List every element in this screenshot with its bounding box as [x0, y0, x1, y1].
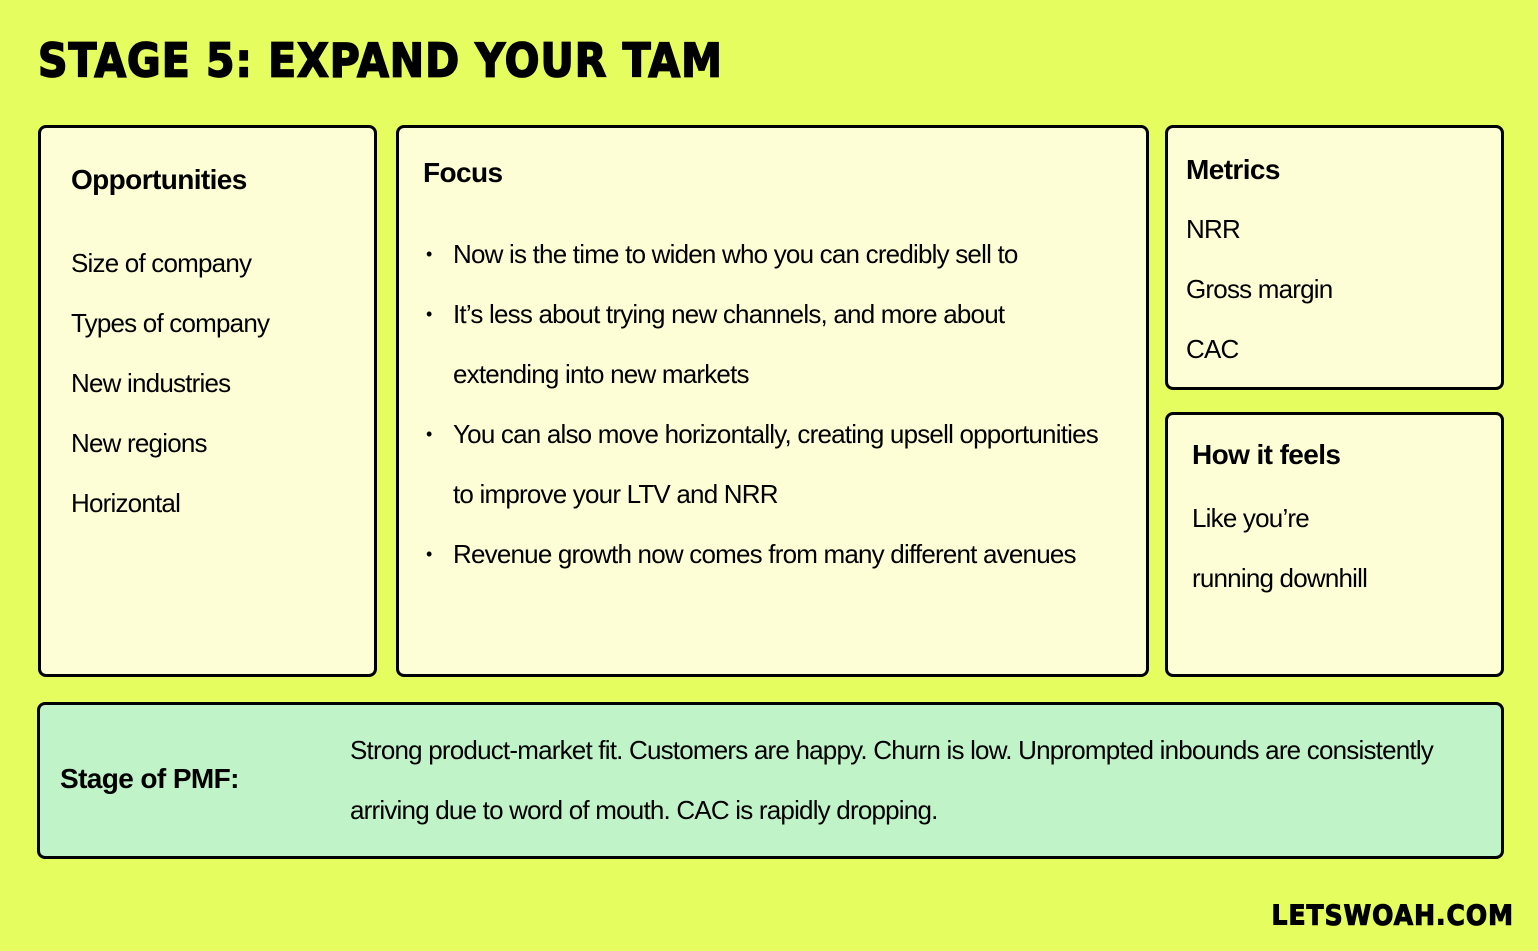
opportunities-card: [38, 125, 377, 677]
metrics-heading: Metrics: [1186, 154, 1280, 185]
how-it-feels-card: [1165, 412, 1504, 677]
bullet-dot: •: [426, 304, 433, 324]
focus-bullet-line: It’s less about trying new channels, and more about: [453, 299, 1005, 329]
focus-card: [396, 125, 1149, 677]
focus-bullet-line: Now is the time to widen who you can credibly sell to: [453, 239, 1018, 269]
how-it-feels-heading: How it feels: [1192, 439, 1341, 470]
opportunities-heading: Opportunities: [71, 164, 247, 195]
bullet-dot: •: [426, 544, 433, 564]
focus-bullet-line: to improve your LTV and NRR: [453, 479, 778, 509]
opportunity-item: Size of company: [71, 248, 252, 278]
pmf-description-line: arriving due to word of mouth. CAC is rapidly dropping.: [350, 795, 938, 825]
opportunity-item: New industries: [71, 368, 231, 398]
bullet-dot: •: [426, 244, 433, 264]
how-it-feels-line: Like you’re: [1192, 503, 1309, 533]
stage-of-pmf-card: [37, 702, 1504, 859]
pmf-label: Stage of PMF:: [60, 763, 239, 794]
metric-item: NRR: [1186, 214, 1240, 244]
bullet-dot: •: [426, 424, 433, 444]
focus-bullet-line: You can also move horizontally, creating upsell opportunities: [453, 419, 1098, 449]
page-title: STAGE 5: EXPAND YOUR TAM: [38, 34, 723, 88]
focus-bullet-line: extending into new markets: [453, 359, 749, 389]
pmf-description-line: Strong product-market fit. Customers are happy. Churn is low. Unprompted inbounds are consistently: [350, 735, 1434, 765]
focus-heading: Focus: [423, 157, 503, 188]
focus-bullet-line: Revenue growth now comes from many different avenues: [453, 539, 1076, 569]
metric-item: CAC: [1186, 334, 1239, 364]
opportunity-item: Horizontal: [71, 488, 181, 518]
metric-item: Gross margin: [1186, 274, 1333, 304]
opportunity-item: New regions: [71, 428, 207, 458]
opportunity-item: Types of company: [71, 308, 270, 338]
brand-logo-text: LETSWOAH.COM: [1271, 899, 1514, 931]
how-it-feels-line: running downhill: [1192, 563, 1368, 593]
metrics-card: [1165, 125, 1504, 390]
